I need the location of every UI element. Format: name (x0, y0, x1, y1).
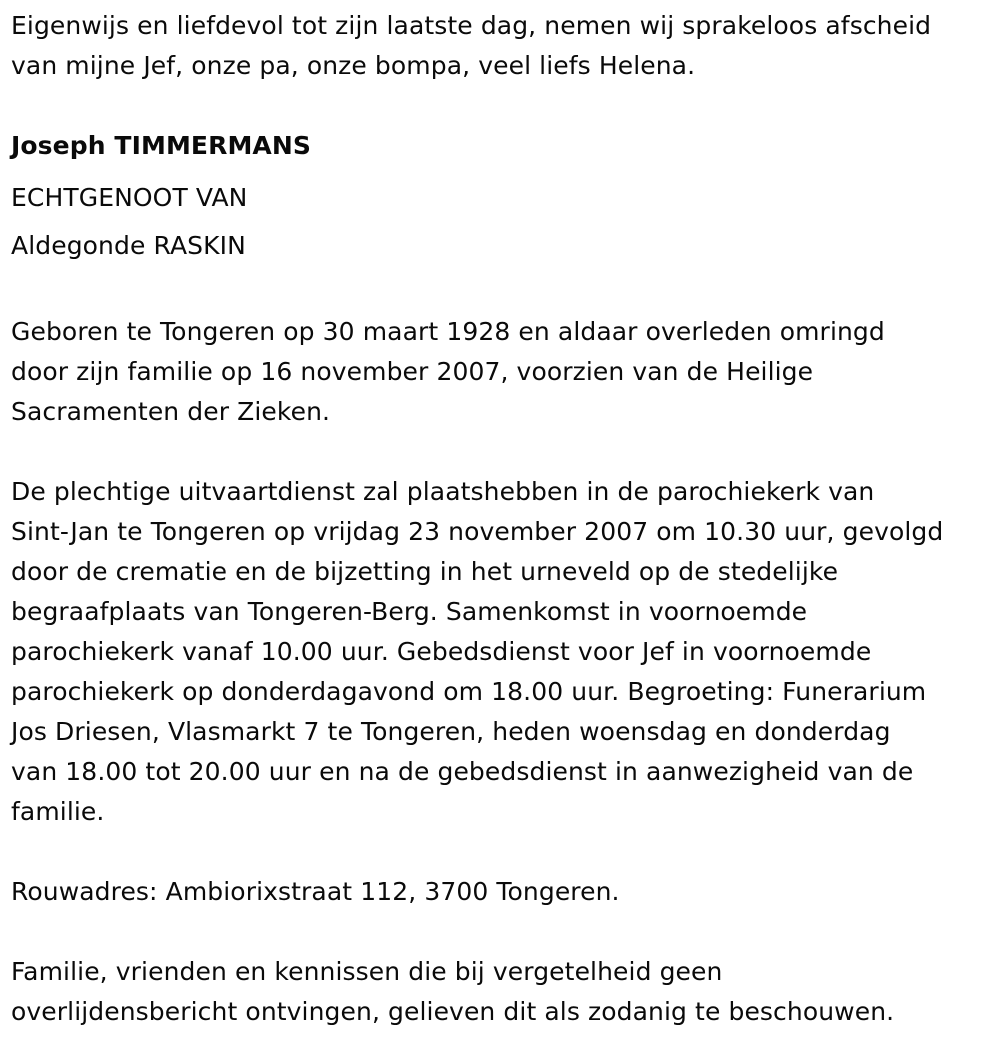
intro-line: van mijne Jef, onze pa, onze bompa, veel liefs Helena. (11, 51, 696, 80)
deceased-name: Joseph TIMMERMANS (11, 131, 312, 160)
service-paragraph (11, 472, 996, 832)
intro-line: Eigenwijs en liefdevol tot zijn laatste dag, nemen wij sprakeloos afscheid (11, 11, 932, 40)
closing-line: overlijdensbericht ontvingen, gelieven dit als zodanig te beschouwen. (11, 997, 895, 1026)
obituary-notice (11, 6, 996, 1032)
closing-paragraph (11, 952, 996, 1032)
service-line: begraafplaats van Tongeren-Berg. Samenkomst in voornoemde (11, 597, 808, 626)
relation-label: ECHTGENOOT VAN (11, 183, 248, 212)
service-line: van 18.00 tot 20.00 uur en na de gebedsdienst in aanwezigheid van de (11, 757, 914, 786)
service-line: De plechtige uitvaartdienst zal plaatshebben in de parochiekerk van (11, 477, 875, 506)
service-line: familie. (11, 797, 105, 826)
service-line: door de crematie en de bijzetting in het urneveld op de stedelijke (11, 557, 839, 586)
mourning-address: Rouwadres: Ambiorixstraat 112, 3700 Tongeren. (11, 877, 620, 906)
closing-line: Familie, vrienden en kennissen die bij vergetelheid geen (11, 957, 723, 986)
spouse-name: Aldegonde RASKIN (11, 231, 246, 260)
birth-death-line: Geboren te Tongeren op 30 maart 1928 en aldaar overleden omringd (11, 317, 885, 346)
birth-death-paragraph (11, 312, 996, 432)
service-line: parochiekerk op donderdagavond om 18.00 uur. Begroeting: Funerarium (11, 677, 927, 706)
birth-death-line: door zijn familie op 16 november 2007, voorzien van de Heilige (11, 357, 814, 386)
service-line: Sint-Jan te Tongeren op vrijdag 23 november 2007 om 10.30 uur, gevolgd (11, 517, 944, 546)
intro-paragraph (11, 6, 996, 86)
service-line: Jos Driesen, Vlasmarkt 7 te Tongeren, heden woensdag en donderdag (11, 717, 891, 746)
service-line: parochiekerk vanaf 10.00 uur. Gebedsdienst voor Jef in voornoemde (11, 637, 872, 666)
birth-death-line: Sacramenten der Zieken. (11, 397, 331, 426)
